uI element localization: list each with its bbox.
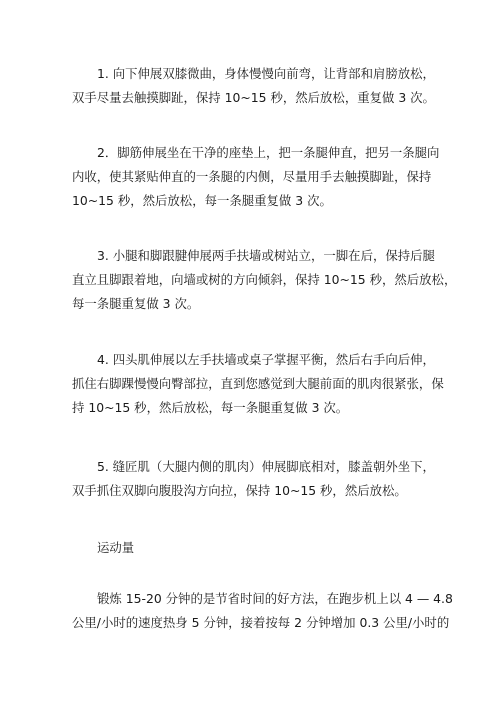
paragraph-line: 4. 四头肌伸展以左手扶墙或桌子掌握平衡，然后右手向后伸， (97, 352, 435, 367)
paragraph-line: 1. 向下伸展双膝微曲，身体慢慢向前弯，让背部和肩膀放松， (97, 66, 435, 81)
paragraph-line: 内收，使其紧贴伸直的一条腿的内侧，尽量用手去触摸脚趾，保持 (72, 169, 432, 184)
paragraph-5 (72, 455, 442, 503)
paragraph-6 (72, 587, 453, 635)
paragraph-line: 每一条腿重复做 3 次。 (72, 296, 200, 311)
paragraph-line: 5. 缝匠肌（大腿内侧的肌肉）伸展脚底相对，膝盖朝外坐下， (97, 459, 435, 474)
paragraph-1 (72, 62, 442, 110)
section-heading-text: 运动量 (97, 540, 135, 555)
paragraph-3 (72, 244, 457, 316)
paragraph-line: 双手抓住双脚向腹股沟方向拉，保持 10~15 秒，然后放松。 (72, 483, 407, 498)
paragraph-2 (72, 141, 442, 213)
paragraph-line: 公里/小时的速度热身 5 分钟，接着按每 2 分钟增加 0.3 公里/小时的 (72, 615, 450, 630)
paragraph-line: 10~15 秒，然后放松，每一条腿重复做 3 次。 (72, 193, 332, 208)
section-heading (72, 536, 442, 560)
paragraph-line: 2．脚筋伸展坐在干净的座垫上，把一条腿伸直，把另一条腿向 (97, 145, 440, 160)
paragraph-line: 持 10~15 秒，然后放松，每一条腿重复做 3 次。 (72, 400, 349, 415)
paragraph-4 (72, 348, 442, 420)
paragraph-line: 抓住右脚踝慢慢向臀部拉，直到您感觉到大腿前面的肌肉很紧张，保 (72, 376, 444, 391)
paragraph-line: 双手尽量去触摸脚趾，保持 10~15 秒，然后放松，重复做 3 次。 (72, 90, 435, 105)
paragraph-line: 直立且脚跟着地，向墙或树的方向倾斜，保持 10~15 秒，然后放松， (72, 272, 457, 287)
paragraph-line: 3. 小腿和脚跟腱伸展两手扶墙或树站立，一脚在后，保持后腿 (97, 248, 435, 263)
paragraph-line: 锻炼 15-20 分钟的是节省时间的好方法，在跑步机上以 4 — 4.8 (97, 591, 453, 606)
